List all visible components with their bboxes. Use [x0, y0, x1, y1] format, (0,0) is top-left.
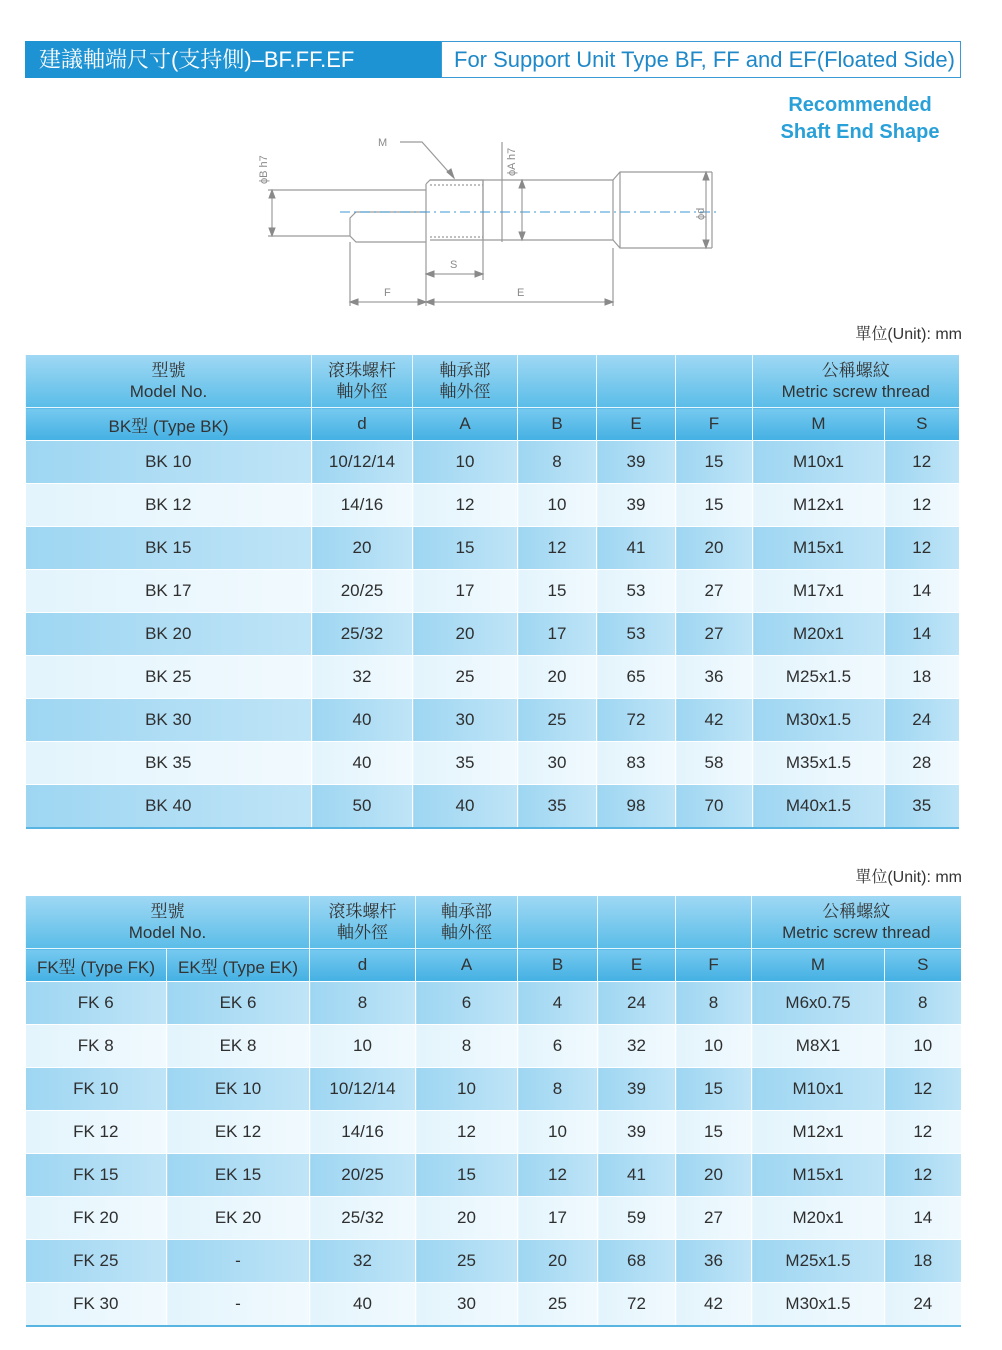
- cell-d: 10/12/14: [312, 441, 413, 484]
- cell-e: 98: [597, 785, 676, 829]
- cell-e: 39: [598, 1111, 676, 1154]
- bk-hdr-blank-e: [597, 355, 676, 408]
- bk-sub-m: M: [753, 408, 885, 441]
- fk-hdr-a-line1: 軸承部: [441, 902, 493, 921]
- bk-hdr-d-line2: 軸外徑: [336, 382, 388, 401]
- cell-a: 12: [413, 484, 518, 527]
- cell-d: 50: [312, 785, 413, 829]
- cell-b: 12: [518, 1154, 598, 1197]
- cell-b: 10: [518, 1111, 598, 1154]
- cell-s: 18: [885, 656, 959, 699]
- cell-d: 8: [310, 982, 416, 1025]
- cell-model: BK 25: [26, 656, 312, 699]
- cell-d: 14/16: [310, 1111, 416, 1154]
- cell-fk-model: FK 20: [26, 1197, 167, 1240]
- bk-sub-d: d: [312, 408, 413, 441]
- cell-m: M10x1: [752, 1068, 885, 1111]
- fk-hdr-blank-b: [518, 896, 598, 949]
- cell-d: 32: [312, 656, 413, 699]
- cell-a: 30: [416, 1283, 518, 1327]
- cell-ek-model: EK 10: [167, 1068, 310, 1111]
- cell-m: M6x0.75: [752, 982, 885, 1025]
- table-row: [26, 742, 959, 785]
- unit-label-bk: 單位(Unit): mm: [855, 326, 962, 343]
- cell-f: 15: [676, 441, 753, 484]
- cell-b: 30: [518, 742, 597, 785]
- cell-ek-model: -: [167, 1240, 310, 1283]
- cell-s: 12: [885, 441, 959, 484]
- cell-a: 10: [416, 1068, 518, 1111]
- bk-sub-f: F: [676, 408, 753, 441]
- fk-sub-f: F: [676, 949, 752, 982]
- cell-e: 59: [598, 1197, 676, 1240]
- table-row: [26, 1025, 961, 1068]
- cell-s: 12: [885, 527, 959, 570]
- bk-sub-e: E: [597, 408, 676, 441]
- cell-f: 58: [676, 742, 753, 785]
- cell-ek-model: EK 20: [167, 1197, 310, 1240]
- cell-d: 40: [312, 699, 413, 742]
- cell-d: 10/12/14: [310, 1068, 416, 1111]
- bk-hdr-a: [413, 355, 518, 408]
- bk-subheader-row: [26, 408, 959, 441]
- fk-sub-e: E: [598, 949, 676, 982]
- bk-hdr-a-line1: 軸承部: [439, 361, 491, 380]
- bk-hdr-thread-zh: 公稱螺紋: [821, 361, 890, 380]
- cell-s: 12: [885, 484, 959, 527]
- cell-s: 18: [885, 1240, 961, 1283]
- table-row: [26, 1068, 961, 1111]
- cell-a: 25: [416, 1240, 518, 1283]
- cell-fk-model: FK 12: [26, 1111, 167, 1154]
- fk-hdr-thread: [752, 896, 961, 949]
- cell-m: M12x1: [753, 484, 885, 527]
- recommended-caption: [760, 92, 960, 146]
- fk-hdr-model-en: Model No.: [128, 923, 207, 942]
- cell-b: 25: [518, 699, 597, 742]
- cell-d: 40: [310, 1283, 416, 1327]
- cell-s: 35: [885, 785, 959, 829]
- cell-model: BK 20: [26, 613, 312, 656]
- cell-model: BK 15: [26, 527, 312, 570]
- bk-hdr-thread: [753, 355, 959, 408]
- cell-ek-model: EK 6: [167, 982, 310, 1025]
- cell-model: BK 30: [26, 699, 312, 742]
- cell-fk-model: FK 10: [26, 1068, 167, 1111]
- label-s: S: [450, 259, 458, 271]
- table-row: [26, 441, 959, 484]
- cell-m: M20x1: [752, 1197, 885, 1240]
- section-title-en: For Support Unit Type BF, FF and EF(Floated Side): [441, 41, 961, 78]
- fk-ek-dimension-table: [25, 896, 961, 1327]
- cell-m: M20x1: [753, 613, 885, 656]
- section-title-zh: 建議軸端尺寸(支持側)–BF.FF.EF: [25, 41, 441, 78]
- cell-a: 25: [413, 656, 518, 699]
- cell-s: 24: [885, 699, 959, 742]
- cell-b: 4: [518, 982, 598, 1025]
- cell-e: 53: [597, 613, 676, 656]
- cell-d: 20/25: [312, 570, 413, 613]
- fk-sub-m: M: [752, 949, 885, 982]
- cell-s: 12: [885, 1111, 961, 1154]
- cell-model: BK 10: [26, 441, 312, 484]
- bk-header-row: [26, 355, 959, 408]
- cell-e: 65: [597, 656, 676, 699]
- cell-e: 41: [597, 527, 676, 570]
- cell-fk-model: FK 25: [26, 1240, 167, 1283]
- table-row: [26, 613, 959, 656]
- cell-m: M25x1.5: [752, 1240, 885, 1283]
- cell-f: 10: [676, 1025, 752, 1068]
- bk-dimension-table: [25, 355, 959, 829]
- cell-b: 8: [518, 1068, 598, 1111]
- bk-sub-model: BK型 (Type BK): [26, 408, 312, 441]
- cell-ek-model: EK 12: [167, 1111, 310, 1154]
- cell-b: 6: [518, 1025, 598, 1068]
- fk-hdr-blank-f: [676, 896, 752, 949]
- cell-d: 20: [312, 527, 413, 570]
- cell-a: 8: [416, 1025, 518, 1068]
- bk-hdr-d: [312, 355, 413, 408]
- cell-b: 17: [518, 613, 597, 656]
- bk-hdr-model-zh: 型號: [151, 361, 186, 380]
- cell-a: 20: [416, 1197, 518, 1240]
- cell-b: 20: [518, 656, 597, 699]
- cell-f: 20: [676, 1154, 752, 1197]
- cell-d: 32: [310, 1240, 416, 1283]
- cell-e: 39: [598, 1068, 676, 1111]
- cell-fk-model: FK 30: [26, 1283, 167, 1327]
- cell-e: 68: [598, 1240, 676, 1283]
- cell-b: 15: [518, 570, 597, 613]
- bk-hdr-blank-f: [676, 355, 753, 408]
- cell-m: M8X1: [752, 1025, 885, 1068]
- bk-hdr-model-en: Model No.: [129, 382, 208, 401]
- cell-f: 8: [676, 982, 752, 1025]
- fk-hdr-thread-zh: 公稱螺紋: [822, 902, 891, 921]
- cell-b: 35: [518, 785, 597, 829]
- table-row: [26, 527, 959, 570]
- table-row: [26, 1154, 961, 1197]
- label-m: M: [378, 137, 388, 149]
- cell-d: 25/32: [310, 1197, 416, 1240]
- cell-m: M30x1.5: [752, 1283, 885, 1327]
- cell-e: 83: [597, 742, 676, 785]
- cell-model: BK 40: [26, 785, 312, 829]
- fk-hdr-model: [26, 896, 310, 949]
- table-row: [26, 1240, 961, 1283]
- cell-d: 20/25: [310, 1154, 416, 1197]
- cell-fk-model: FK 6: [26, 982, 167, 1025]
- table-row: [26, 484, 959, 527]
- unit-label-fk: 單位(Unit): mm: [855, 869, 962, 886]
- cell-a: 12: [416, 1111, 518, 1154]
- cell-m: M25x1.5: [753, 656, 885, 699]
- cell-ek-model: EK 15: [167, 1154, 310, 1197]
- label-a: ϕA h7: [506, 147, 518, 176]
- cell-s: 14: [885, 1197, 961, 1240]
- cell-model: BK 35: [26, 742, 312, 785]
- cell-m: M40x1.5: [753, 785, 885, 829]
- cell-s: 8: [885, 982, 961, 1025]
- cell-s: 12: [885, 1154, 961, 1197]
- cell-s: 28: [885, 742, 959, 785]
- cell-f: 27: [676, 613, 753, 656]
- cell-m: M15x1: [752, 1154, 885, 1197]
- fk-hdr-d-line2: 軸外徑: [337, 923, 389, 942]
- cell-s: 24: [885, 1283, 961, 1327]
- cell-fk-model: FK 15: [26, 1154, 167, 1197]
- shaft-end-drawing: [240, 128, 740, 308]
- cell-a: 10: [413, 441, 518, 484]
- cell-d: 14/16: [312, 484, 413, 527]
- fk-hdr-d-line1: 滾珠螺杆: [328, 902, 397, 921]
- cell-a: 30: [413, 699, 518, 742]
- fk-sub-d: d: [310, 949, 416, 982]
- fk-sub-a: A: [416, 949, 518, 982]
- fk-sub-s: S: [885, 949, 961, 982]
- recommended-line1: Recommended: [788, 94, 932, 116]
- fk-hdr-thread-en: Metric screw thread: [782, 923, 931, 942]
- cell-f: 42: [676, 699, 753, 742]
- cell-f: 36: [676, 1240, 752, 1283]
- cell-d: 10: [310, 1025, 416, 1068]
- table-row: [26, 1283, 961, 1327]
- cell-ek-model: EK 8: [167, 1025, 310, 1068]
- cell-e: 72: [598, 1283, 676, 1327]
- table-row: [26, 1197, 961, 1240]
- bk-hdr-d-line1: 滾珠螺杆: [328, 361, 396, 380]
- bk-sub-a: A: [413, 408, 518, 441]
- cell-s: 14: [885, 570, 959, 613]
- cell-a: 15: [413, 527, 518, 570]
- fk-sub-b: B: [518, 949, 598, 982]
- cell-e: 39: [597, 441, 676, 484]
- cell-e: 41: [598, 1154, 676, 1197]
- cell-s: 12: [885, 1068, 961, 1111]
- cell-a: 17: [413, 570, 518, 613]
- cell-b: 20: [518, 1240, 598, 1283]
- cell-model: BK 17: [26, 570, 312, 613]
- table-row: [26, 656, 959, 699]
- table-row: [26, 570, 959, 613]
- cell-f: 27: [676, 570, 753, 613]
- cell-f: 15: [676, 484, 753, 527]
- recommended-line2: Shaft End Shape: [780, 121, 940, 143]
- fk-sub-fk-model: FK型 (Type FK): [26, 949, 167, 982]
- cell-model: BK 12: [26, 484, 312, 527]
- table-row: [26, 699, 959, 742]
- cell-e: 72: [597, 699, 676, 742]
- cell-e: 39: [597, 484, 676, 527]
- bk-sub-s: S: [885, 408, 959, 441]
- cell-f: 36: [676, 656, 753, 699]
- fk-hdr-a-line2: 軸外徑: [441, 923, 493, 942]
- label-d: ϕd: [695, 207, 707, 220]
- cell-f: 70: [676, 785, 753, 829]
- fk-sub-ek-model: EK型 (Type EK): [167, 949, 310, 982]
- cell-m: M10x1: [753, 441, 885, 484]
- cell-s: 10: [885, 1025, 961, 1068]
- cell-b: 8: [518, 441, 597, 484]
- fk-hdr-blank-e: [598, 896, 676, 949]
- cell-b: 25: [518, 1283, 598, 1327]
- bk-hdr-model: [26, 355, 312, 408]
- cell-m: M12x1: [752, 1111, 885, 1154]
- cell-b: 10: [518, 484, 597, 527]
- label-e: E: [517, 287, 525, 299]
- cell-f: 27: [676, 1197, 752, 1240]
- cell-e: 53: [597, 570, 676, 613]
- cell-e: 24: [598, 982, 676, 1025]
- bk-hdr-thread-en: Metric screw thread: [781, 382, 930, 401]
- fk-hdr-model-zh: 型號: [150, 902, 185, 921]
- cell-f: 20: [676, 527, 753, 570]
- cell-b: 12: [518, 527, 597, 570]
- label-b: ϕB h7: [258, 155, 270, 184]
- table-row: [26, 785, 959, 829]
- cell-a: 35: [413, 742, 518, 785]
- bk-hdr-a-line2: 軸外徑: [439, 382, 491, 401]
- cell-m: M35x1.5: [753, 742, 885, 785]
- fk-hdr-d: [310, 896, 416, 949]
- cell-m: M30x1.5: [753, 699, 885, 742]
- cell-b: 17: [518, 1197, 598, 1240]
- cell-f: 15: [676, 1111, 752, 1154]
- fk-subheader-row: [26, 949, 961, 982]
- cell-m: M17x1: [753, 570, 885, 613]
- fk-header-row: [26, 896, 961, 949]
- cell-a: 15: [416, 1154, 518, 1197]
- cell-m: M15x1: [753, 527, 885, 570]
- cell-d: 40: [312, 742, 413, 785]
- cell-e: 32: [598, 1025, 676, 1068]
- bk-sub-b: B: [518, 408, 597, 441]
- table-row: [26, 1111, 961, 1154]
- cell-s: 14: [885, 613, 959, 656]
- table-row: [26, 982, 961, 1025]
- cell-f: 15: [676, 1068, 752, 1111]
- fk-hdr-a: [416, 896, 518, 949]
- cell-a: 6: [416, 982, 518, 1025]
- cell-a: 20: [413, 613, 518, 656]
- cell-d: 25/32: [312, 613, 413, 656]
- bk-hdr-blank-b: [518, 355, 597, 408]
- label-f: F: [384, 287, 391, 299]
- cell-a: 40: [413, 785, 518, 829]
- cell-f: 42: [676, 1283, 752, 1327]
- cell-fk-model: FK 8: [26, 1025, 167, 1068]
- cell-ek-model: -: [167, 1283, 310, 1327]
